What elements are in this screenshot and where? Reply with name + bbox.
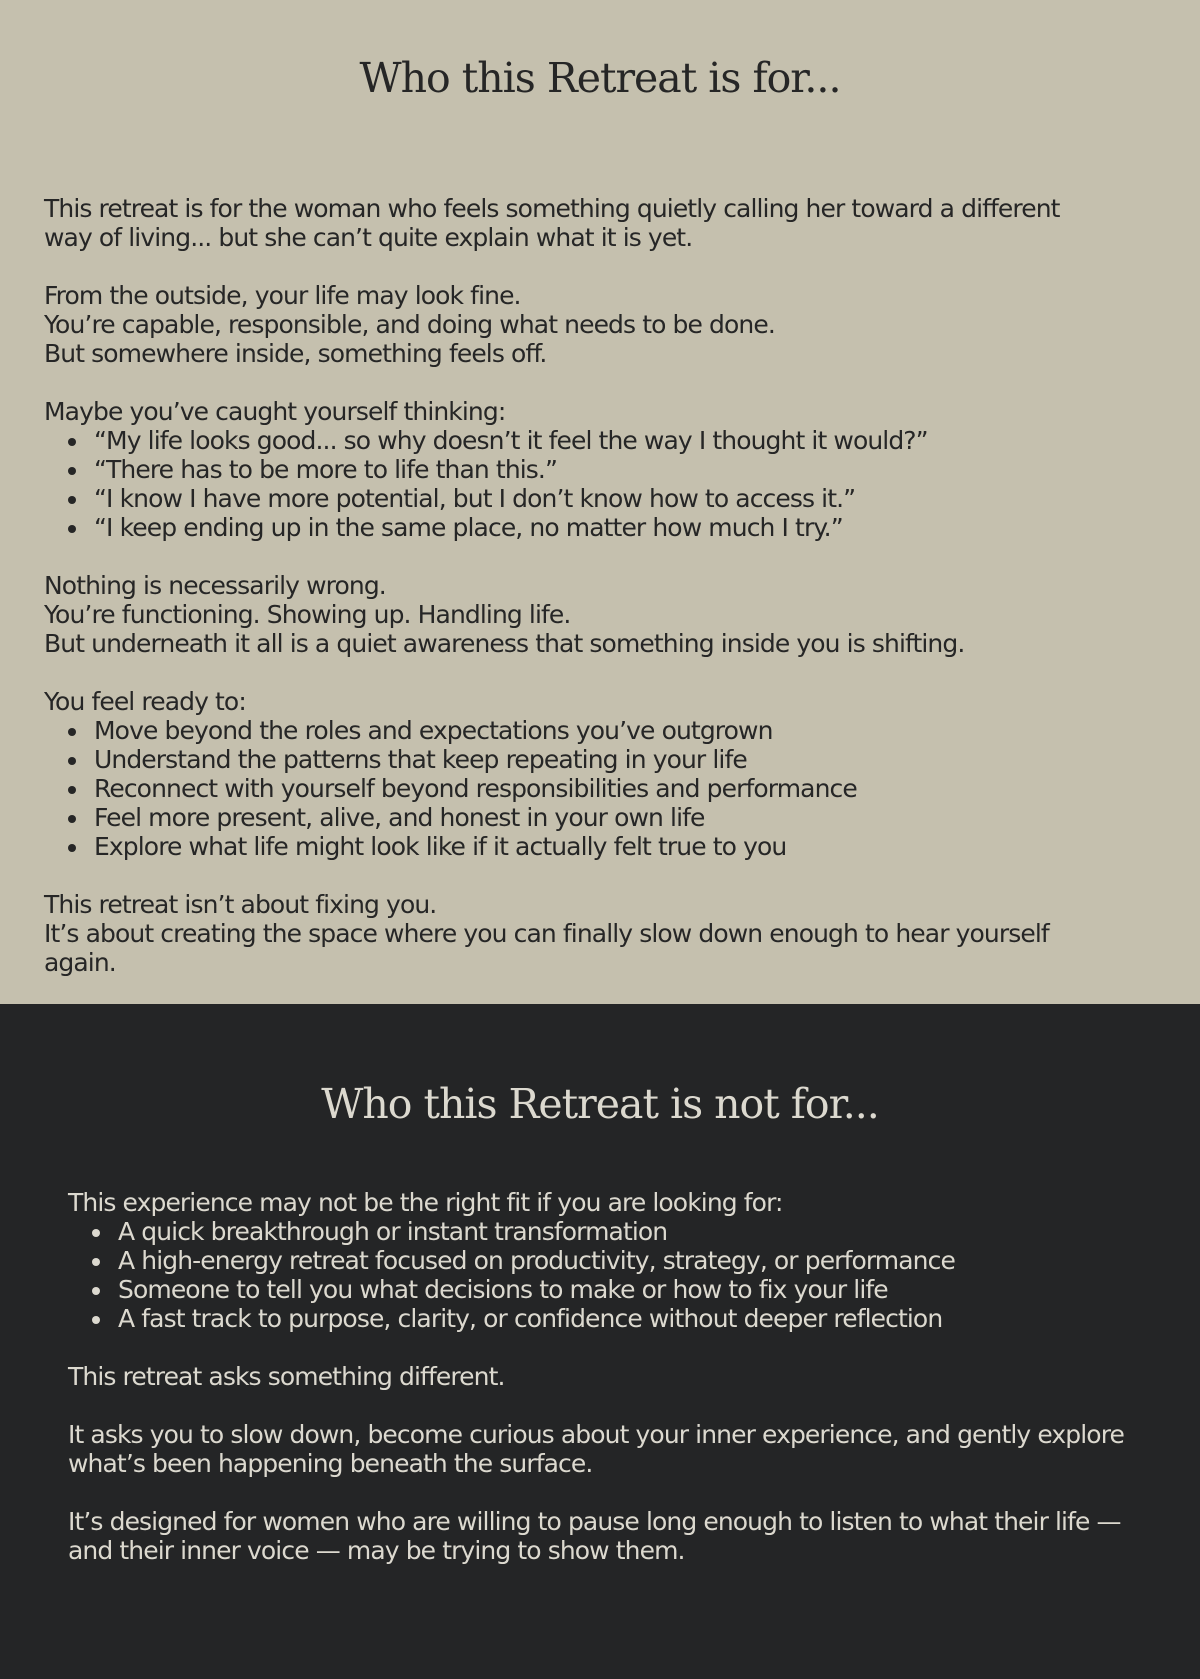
list-item: A fast track to purpose, clarity, or confidence without deeper reflection bbox=[118, 1304, 1140, 1333]
list-item: Explore what life might look like if it actually felt true to you bbox=[94, 832, 1156, 861]
for-nothing-line-2: You’re functioning. Showing up. Handling life. bbox=[44, 600, 571, 629]
list-item: “My life looks good... so why doesn’t it feel the way I thought it would?” bbox=[94, 426, 1156, 455]
for-outside-line-1: From the outside, your life may look fine. bbox=[44, 281, 521, 310]
not-for-intro: This experience may not be the right fit if you are looking for: bbox=[68, 1188, 783, 1217]
not-for-different-paragraph: This retreat asks something different. bbox=[68, 1362, 505, 1391]
for-outside-line-2: You’re capable, responsible, and doing what needs to be done. bbox=[44, 310, 775, 339]
list-item: Reconnect with yourself beyond responsibilities and performance bbox=[94, 774, 1156, 803]
retreat-not-for-section bbox=[0, 1004, 1200, 1679]
list-item: A high-energy retreat focused on productivity, strategy, or performance bbox=[118, 1246, 1140, 1275]
for-closing-line-1: This retreat isn’t about fixing you. bbox=[44, 890, 437, 919]
for-thoughts-list bbox=[44, 426, 1156, 542]
for-ready-block bbox=[44, 687, 1156, 861]
not-for-designed-paragraph: It’s designed for women who are willing to pause long enough to listen to what their life — and their inner voice — may be trying to show them. bbox=[68, 1507, 1121, 1565]
for-closing-paragraph bbox=[44, 890, 1124, 977]
list-item: Someone to tell you what decisions to make or how to fix your life bbox=[118, 1275, 1140, 1304]
for-outside-paragraph bbox=[44, 281, 1156, 368]
for-ready-list bbox=[44, 716, 1156, 861]
for-nothing-wrong-paragraph bbox=[44, 571, 1156, 658]
not-for-list-block bbox=[68, 1188, 1140, 1333]
list-item: “There has to be more to life than this.” bbox=[94, 455, 1156, 484]
list-item: Understand the patterns that keep repeating in your life bbox=[94, 745, 1156, 774]
for-nothing-line-1: Nothing is necessarily wrong. bbox=[44, 571, 386, 600]
not-for-slow-down-paragraph: It asks you to slow down, become curious about your inner experience, and gently explore what’s been happening beneath the surface. bbox=[68, 1420, 1125, 1478]
for-intro-paragraph: This retreat is for the woman who feels something quietly calling her toward a different way of living... but she can’t quite explain what it is yet. bbox=[44, 194, 1060, 252]
for-outside-line-3: But somewhere inside, something feels off. bbox=[44, 339, 547, 368]
retreat-not-for-title: Who this Retreat is not for... bbox=[321, 1080, 879, 1128]
for-thinking-block bbox=[44, 397, 1156, 542]
for-closing-line-2: It’s about creating the space where you can finally slow down enough to hear yourself again. bbox=[44, 919, 1049, 977]
for-ready-intro: You feel ready to: bbox=[44, 687, 246, 716]
for-nothing-line-3: But underneath it all is a quiet awareness that something inside you is shifting. bbox=[44, 629, 965, 658]
list-item: “I know I have more potential, but I don’t know how to access it.” bbox=[94, 484, 1156, 513]
for-thinking-intro: Maybe you’ve caught yourself thinking: bbox=[44, 397, 506, 426]
list-item: Move beyond the roles and expectations you’ve outgrown bbox=[94, 716, 1156, 745]
list-item: A quick breakthrough or instant transformation bbox=[118, 1217, 1140, 1246]
retreat-for-title: Who this Retreat is for... bbox=[359, 54, 841, 102]
list-item: Feel more present, alive, and honest in your own life bbox=[94, 803, 1156, 832]
not-for-list bbox=[68, 1217, 1140, 1333]
list-item: “I keep ending up in the same place, no matter how much I try.” bbox=[94, 513, 1156, 542]
